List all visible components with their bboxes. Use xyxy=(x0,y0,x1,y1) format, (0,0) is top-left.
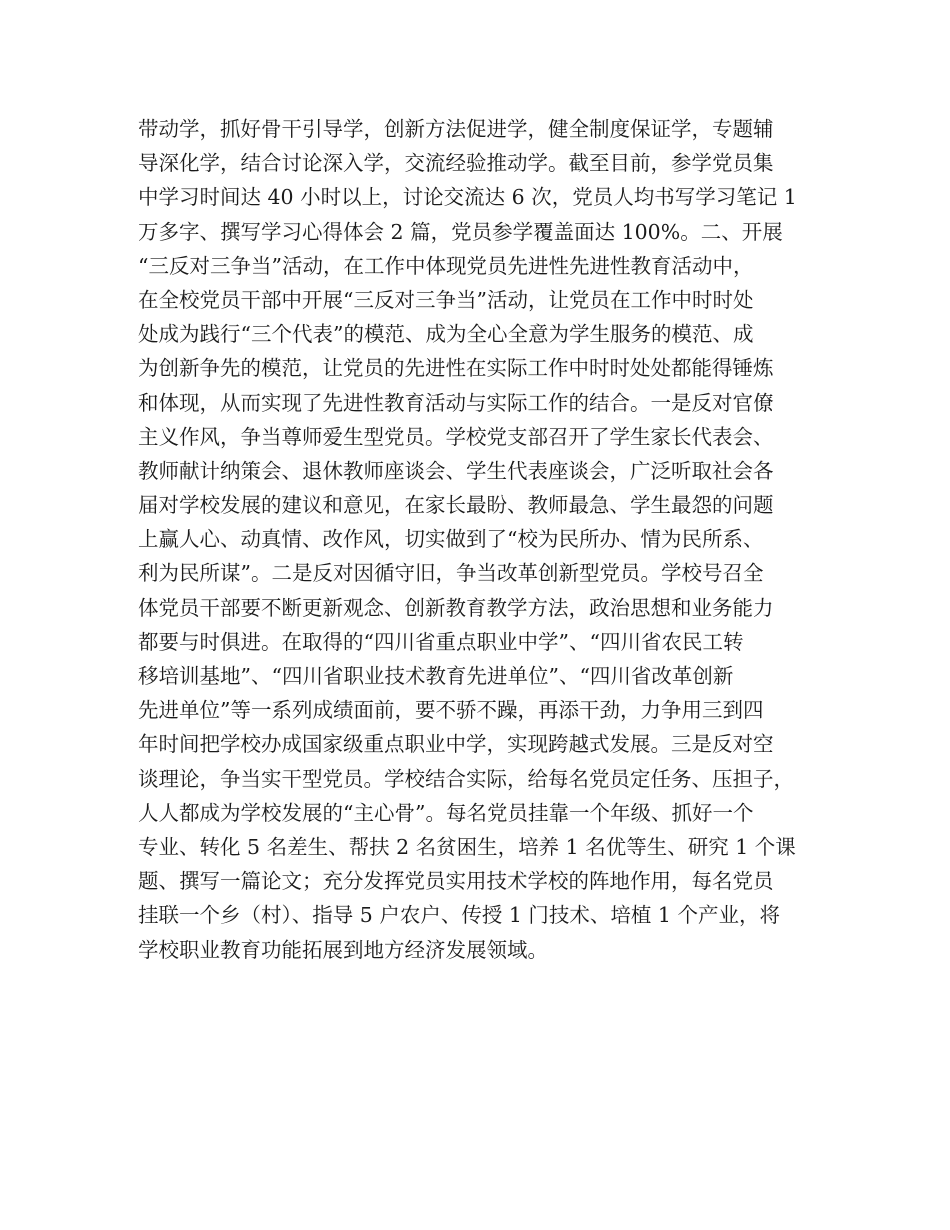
text-line: 利为民所谋”。二是反对因循守旧，争当改革创新型党员。学校号召全 xyxy=(138,561,764,586)
text-line: 年时间把学校办成国家级重点职业中学，实现跨越式发展。三是反对空 xyxy=(138,732,774,757)
text-line: 教师献计纳策会、退休教师座谈会、学生代表座谈会，广泛听取社会各 xyxy=(138,458,774,483)
text-line: 在全校党员干部中开展“三反对三争当”活动，让党员在工作中时时处 xyxy=(138,287,754,312)
text-line: 和体现，从而实现了先进性教育活动与实际工作的结合。一是反对官僚 xyxy=(138,390,774,415)
text-line: 中学习时间达 40 小时以上，讨论交流达 6 次，党员人均书写学习笔记 1 xyxy=(138,185,797,210)
text-line: 万多字、撰写学习心得体会 2 篇，党员参学覆盖面达 100%。二、开展 xyxy=(138,219,783,244)
text-line: 上赢人心、动真情、改作风，切实做到了“校为民所办、情为民所系、 xyxy=(138,527,764,552)
text-line: 处成为践行“三个代表”的模范、成为全心全意为学生服务的模范、成 xyxy=(138,322,754,347)
text-line: 挂联一个乡（村）、指导 5 户农户、传授 1 门技术、培植 1 个产业，将 xyxy=(138,903,780,928)
text-line: 谈理论，争当实干型党员。学校结合实际，给每名党员定任务、压担子， xyxy=(138,766,794,791)
text-line: 体党员干部要不断更新观念、创新教育教学方法，政治思想和业务能力 xyxy=(138,595,774,620)
text-line: 为创新争先的模范，让党员的先进性在实际工作中时时处处都能得锤炼 xyxy=(138,356,774,381)
text-line: 题、撰写一篇论文；充分发挥党员实用技术学校的阵地作用，每名党员 xyxy=(138,869,774,894)
text-line: 专业、转化 5 名差生、帮扶 2 名贫困生，培养 1 名优等生、研究 1 个课 xyxy=(138,834,796,859)
text-line: 移培训基地”、“四川省职业技术教育先进单位”、“四川省改革创新 xyxy=(138,664,734,688)
text-line: 先进单位”等一系列成绩面前，要不骄不躁，再添干劲，力争用三到四 xyxy=(138,698,764,723)
text-line: 主义作风，争当尊师爱生型党员。学校党支部召开了学生家长代表会、 xyxy=(138,424,774,449)
text-line: 导深化学，结合讨论深入学，交流经验推动学。截至目前，参学党员集 xyxy=(138,151,774,176)
text-line: 届对学校发展的建议和意见，在家长最盼、教师最急、学生最怨的问题 xyxy=(138,493,774,518)
text-line: 带动学，抓好骨干引导学，创新方法促进学，健全制度保证学，专题辅 xyxy=(138,117,774,141)
text-line: 学校职业教育功能拓展到地方经济发展领域。 xyxy=(138,937,548,962)
body-paragraph xyxy=(138,112,838,967)
text-line: 都要与时俱进。在取得的“四川省重点职业中学”、“四川省农民工转 xyxy=(138,629,744,654)
text-line: 人人都成为学校发展的“主心骨”。每名党员挂靠一个年级、抓好一个 xyxy=(138,800,754,825)
text-line: “三反对三争当”活动，在工作中体现党员先进性先进性教育活动中， xyxy=(138,253,754,278)
